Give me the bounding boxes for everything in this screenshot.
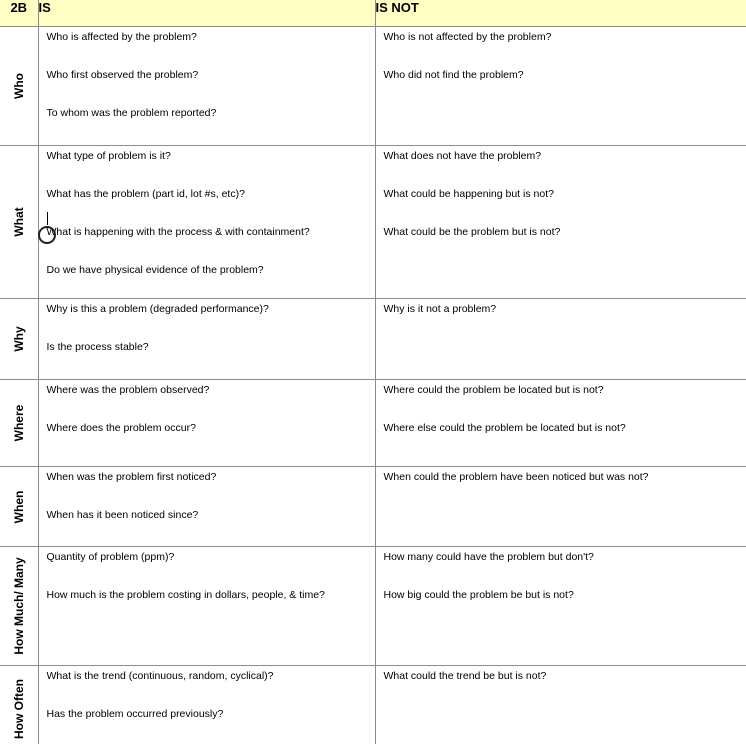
is-question: Who is affected by the problem? [46, 31, 197, 43]
is-not-cell-how-much-many[interactable] [375, 547, 746, 666]
is-cell-how-much-many[interactable] [38, 547, 375, 666]
is-cell-when[interactable] [38, 467, 375, 547]
is-not-cell-who[interactable] [375, 27, 746, 146]
is-question: When has it been noticed since? [46, 509, 199, 521]
is-question: Has the problem occurred previously? [46, 708, 224, 720]
step-label: 2B [0, 0, 38, 27]
is-cell-who[interactable] [38, 27, 375, 146]
is-not-cell-where[interactable] [375, 380, 746, 467]
is-not-column-header: IS NOT [375, 0, 746, 27]
is-not-question: How big could the problem be but is not? [383, 589, 574, 601]
is-not-question: When could the problem have been noticed but was not? [383, 471, 649, 483]
category-why [0, 299, 38, 380]
is-column-header: IS [38, 0, 375, 27]
category-label: Why [11, 326, 26, 352]
is-question: Why is this a problem (degraded performance)? [46, 303, 269, 315]
text-caret [47, 212, 48, 225]
is-not-question: Where else could the problem be located but is not? [383, 422, 626, 434]
category-label: When [11, 490, 26, 523]
category-what [0, 146, 38, 299]
cursor-ring-icon [38, 226, 56, 244]
is-not-cell-what[interactable] [375, 146, 746, 299]
is-not-cell-how-often[interactable] [375, 666, 746, 744]
is-not-question: What could the trend be but is not? [383, 670, 547, 682]
row-how-often [0, 666, 746, 744]
category-how-often [0, 666, 38, 744]
is-question: Where was the problem observed? [46, 384, 210, 396]
is-question: Quantity of problem (ppm)? [46, 551, 175, 563]
is-not-question: Where could the problem be located but is not? [383, 384, 604, 396]
is-not-question: What could be the problem but is not? [383, 226, 561, 238]
is-cell-what[interactable] [38, 146, 375, 299]
is-not-question: Who did not find the problem? [383, 69, 524, 81]
category-label: Who [11, 73, 26, 99]
row-how-much-many [0, 547, 746, 666]
is-not-question: Who is not affected by the problem? [383, 31, 552, 43]
is-cell-where[interactable] [38, 380, 375, 467]
is-question: To whom was the problem reported? [46, 107, 217, 119]
is-question: When was the problem first noticed? [46, 471, 217, 483]
is-question: Is the process stable? [46, 341, 149, 353]
row-when [0, 467, 746, 547]
is-question: What type of problem is it? [46, 150, 171, 162]
is-not-cell-why[interactable] [375, 299, 746, 380]
is-question: Do we have physical evidence of the problem? [46, 264, 264, 276]
is-question: Where does the problem occur? [46, 422, 196, 434]
is-not-question: What does not have the problem? [383, 150, 542, 162]
is-question: What is happening with the process & with containment? [46, 226, 310, 238]
category-how-much-many [0, 547, 38, 666]
category-label: What [11, 207, 26, 237]
is-question: What has the problem (part id, lot #s, etc)? [46, 188, 245, 200]
category-who [0, 27, 38, 146]
is-not-question: How many could have the problem but don't? [383, 551, 594, 563]
row-why [0, 299, 746, 380]
category-where [0, 380, 38, 467]
row-what [0, 146, 746, 299]
header-row [0, 0, 746, 27]
row-who [0, 27, 746, 146]
category-label: How Often [11, 679, 26, 739]
row-where [0, 380, 746, 467]
is-not-question: Why is it not a problem? [383, 303, 497, 315]
is-question: How much is the problem costing in dollars, people, & time? [46, 589, 325, 601]
category-when [0, 467, 38, 547]
is-cell-why[interactable] [38, 299, 375, 380]
category-label: How Much/ Many [11, 557, 26, 655]
is-cell-how-often[interactable] [38, 666, 375, 744]
is-not-cell-when[interactable] [375, 467, 746, 547]
is-question: Who first observed the problem? [46, 69, 199, 81]
is-question: What is the trend (continuous, random, cyclical)? [46, 670, 274, 682]
is-not-question: What could be happening but is not? [383, 188, 554, 200]
category-label: Where [11, 404, 26, 442]
